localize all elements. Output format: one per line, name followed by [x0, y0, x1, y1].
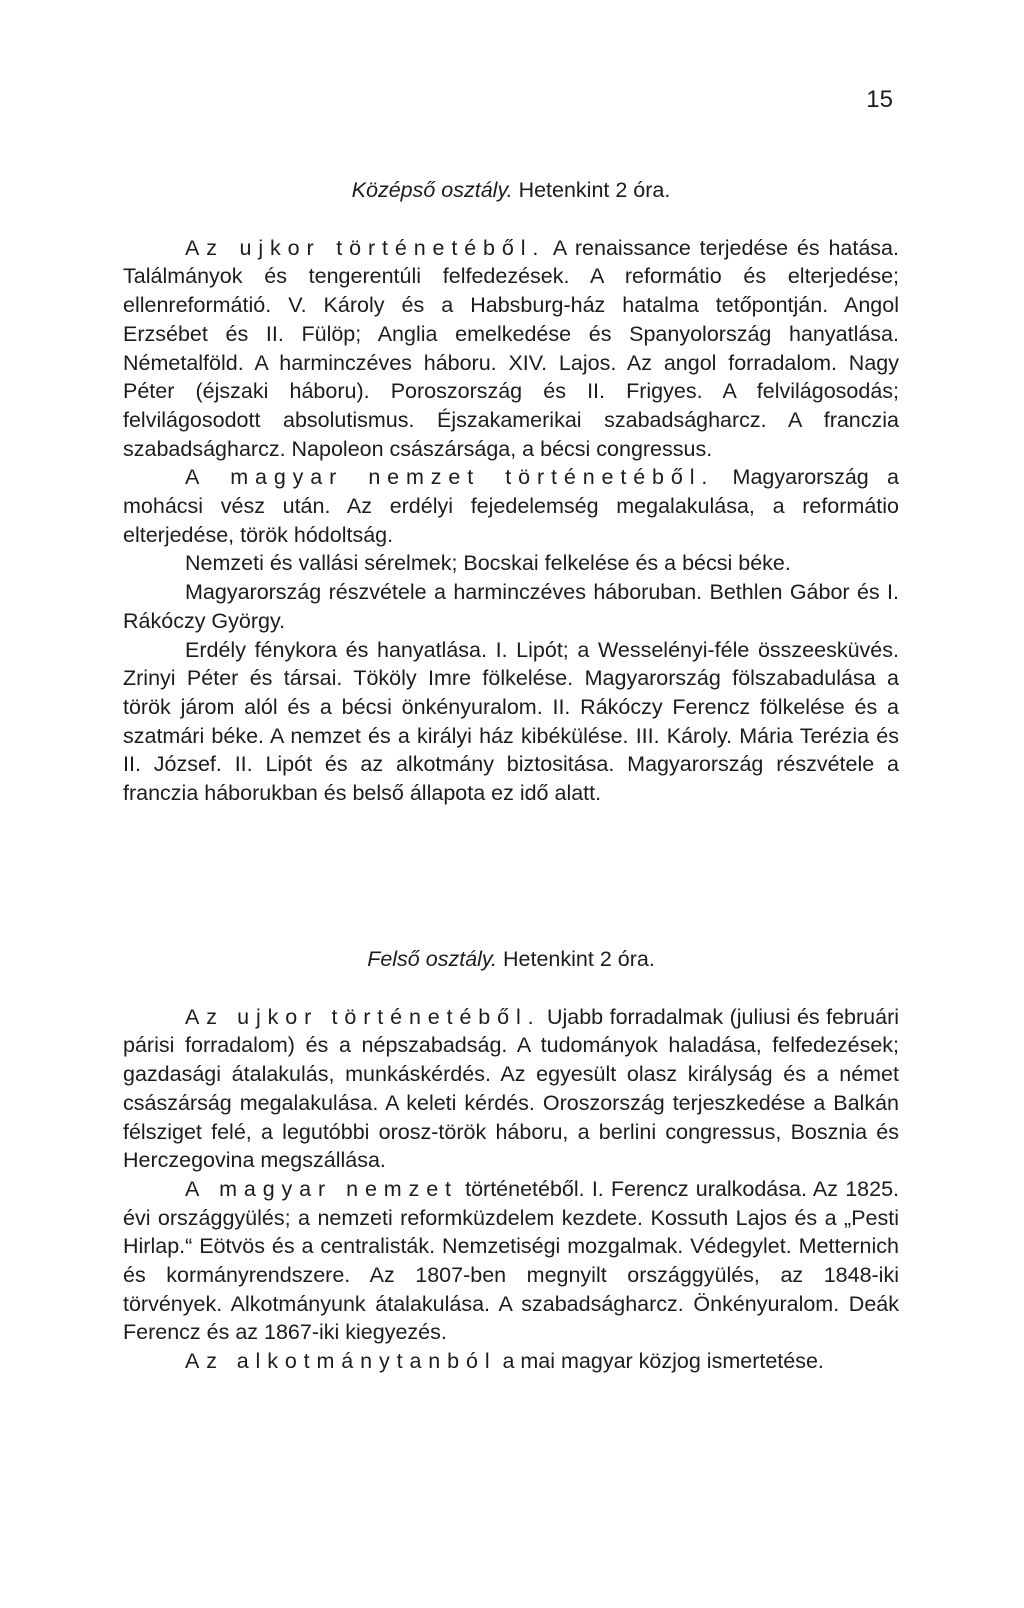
- section-upper-class: [123, 945, 899, 1376]
- spaced-lead: Az ujkor történetéből.: [185, 1004, 541, 1029]
- paragraph: [123, 1175, 899, 1347]
- paragraph-text: Magyarország a mohácsi vész után. Az erdélyi fejedelemség megalakulása, a reformátio elterjedése, török hódoltság.: [123, 465, 899, 547]
- paragraph-text: Magyarország részvétele a harminczéves háboruban. Bethlen Gábor és I. Rákóczy György.: [123, 580, 899, 633]
- section-heading: [123, 945, 899, 974]
- paragraph-text: a mai magyar közjog ismertetése.: [502, 1349, 824, 1374]
- paragraph: [123, 636, 899, 808]
- class-name: Felső osztály.: [367, 947, 498, 971]
- paragraph: [123, 549, 899, 578]
- weekly-hours: Hetenkint 2 óra.: [503, 947, 655, 971]
- paragraph: [123, 578, 899, 635]
- paragraph-text: történetéből. I. Ferencz uralkodása. Az 1825. évi országgyülés; a nemzeti reformküzdelem kezdete. Kossuth Lajos és a „Pesti Hirlap.“ Eötvös és a centralisták. Nemzetiségi mozgalmak. Védegylet. Metternich és kormányrendszere. Az 1807-ben megnyilt országgyülés, az 1848-iki törvények. Alkotmányunk átalakulása. A szabadságharcz. Önkényuralom. Deák Ferencz és az 1867-iki kiegyezés.: [123, 1176, 900, 1345]
- paragraph-text: Nemzeti és vallási sérelmek; Bocskai felkelése és a bécsi béke.: [185, 551, 791, 576]
- paragraph: [123, 1347, 899, 1376]
- section-middle-class: [123, 176, 899, 808]
- spaced-lead: Az alkotmánytanból: [185, 1349, 497, 1374]
- spaced-lead: Az ujkor történetéből.: [185, 235, 546, 260]
- section-heading: [123, 176, 899, 205]
- spaced-lead: A magyar nemzet: [185, 1176, 458, 1201]
- class-name: Középső osztály.: [351, 178, 513, 202]
- paragraph: [123, 1003, 899, 1175]
- paragraph-text: Ujabb forradalmak (juliusi és februári párisi forradalom) és a népszabadság. A tudományok haladása, felfedezések; gazdasági átalakulás, munkáskérdés. Az egyesült olasz királyság és a német császárság megalakulása. A keleti kérdés. Oroszország terjeszkedése a Balkán félsziget felé, a legutóbbi orosz-török háboru, a berlini congressus, Bosznia és Herczegovina megszállása.: [123, 1004, 900, 1173]
- paragraph: [123, 234, 899, 464]
- paragraph-text: A renaissance terjedése és hatása. Találmányok és tengerentúli felfedezések. A reformátio és elterjedése; ellenreformátió. V. Károly és a Habsburg-ház hatalma tetőpontján. Angol Erzsébet és II. Fülöp; Anglia emelkedése és Spanyolország hanyatlása. Németalföld. A harminczéves háboru. XIV. Lajos. Az angol forradalom. Nagy Péter (éjszaki háboru). Poroszország és II. Frigyes. A felvilágosodás; felvilágosodott absolutismus. Éjszakamerikai szabadságharcz. A franczia szabadságharcz. Napoleon császársága, a bécsi congressus.: [123, 235, 899, 461]
- spaced-lead: A magyar nemzet történetéből.: [185, 465, 715, 490]
- paragraph: [123, 463, 899, 549]
- paragraph-text: Erdély fénykora és hanyatlása. I. Lipót; a Wesselényi-féle összeesküvés. Zrinyi Péter és társai. Tököly Imre fölkelése. Magyarország fölszabadulása a török járom alól és a bécsi önkényuralom. II. Rákóczy Ferencz fölkelése és a szatmári béke. A nemzet és a királyi ház kibékülése. III. Károly. Mária Terézia és II. József. II. Lipót és az alkotmány biztositása. Magyarország részvétele a franczia háborukban és belső állapota ez idő alatt.: [123, 637, 899, 806]
- page-number: 15: [866, 86, 893, 113]
- weekly-hours: Hetenkint 2 óra.: [518, 178, 671, 202]
